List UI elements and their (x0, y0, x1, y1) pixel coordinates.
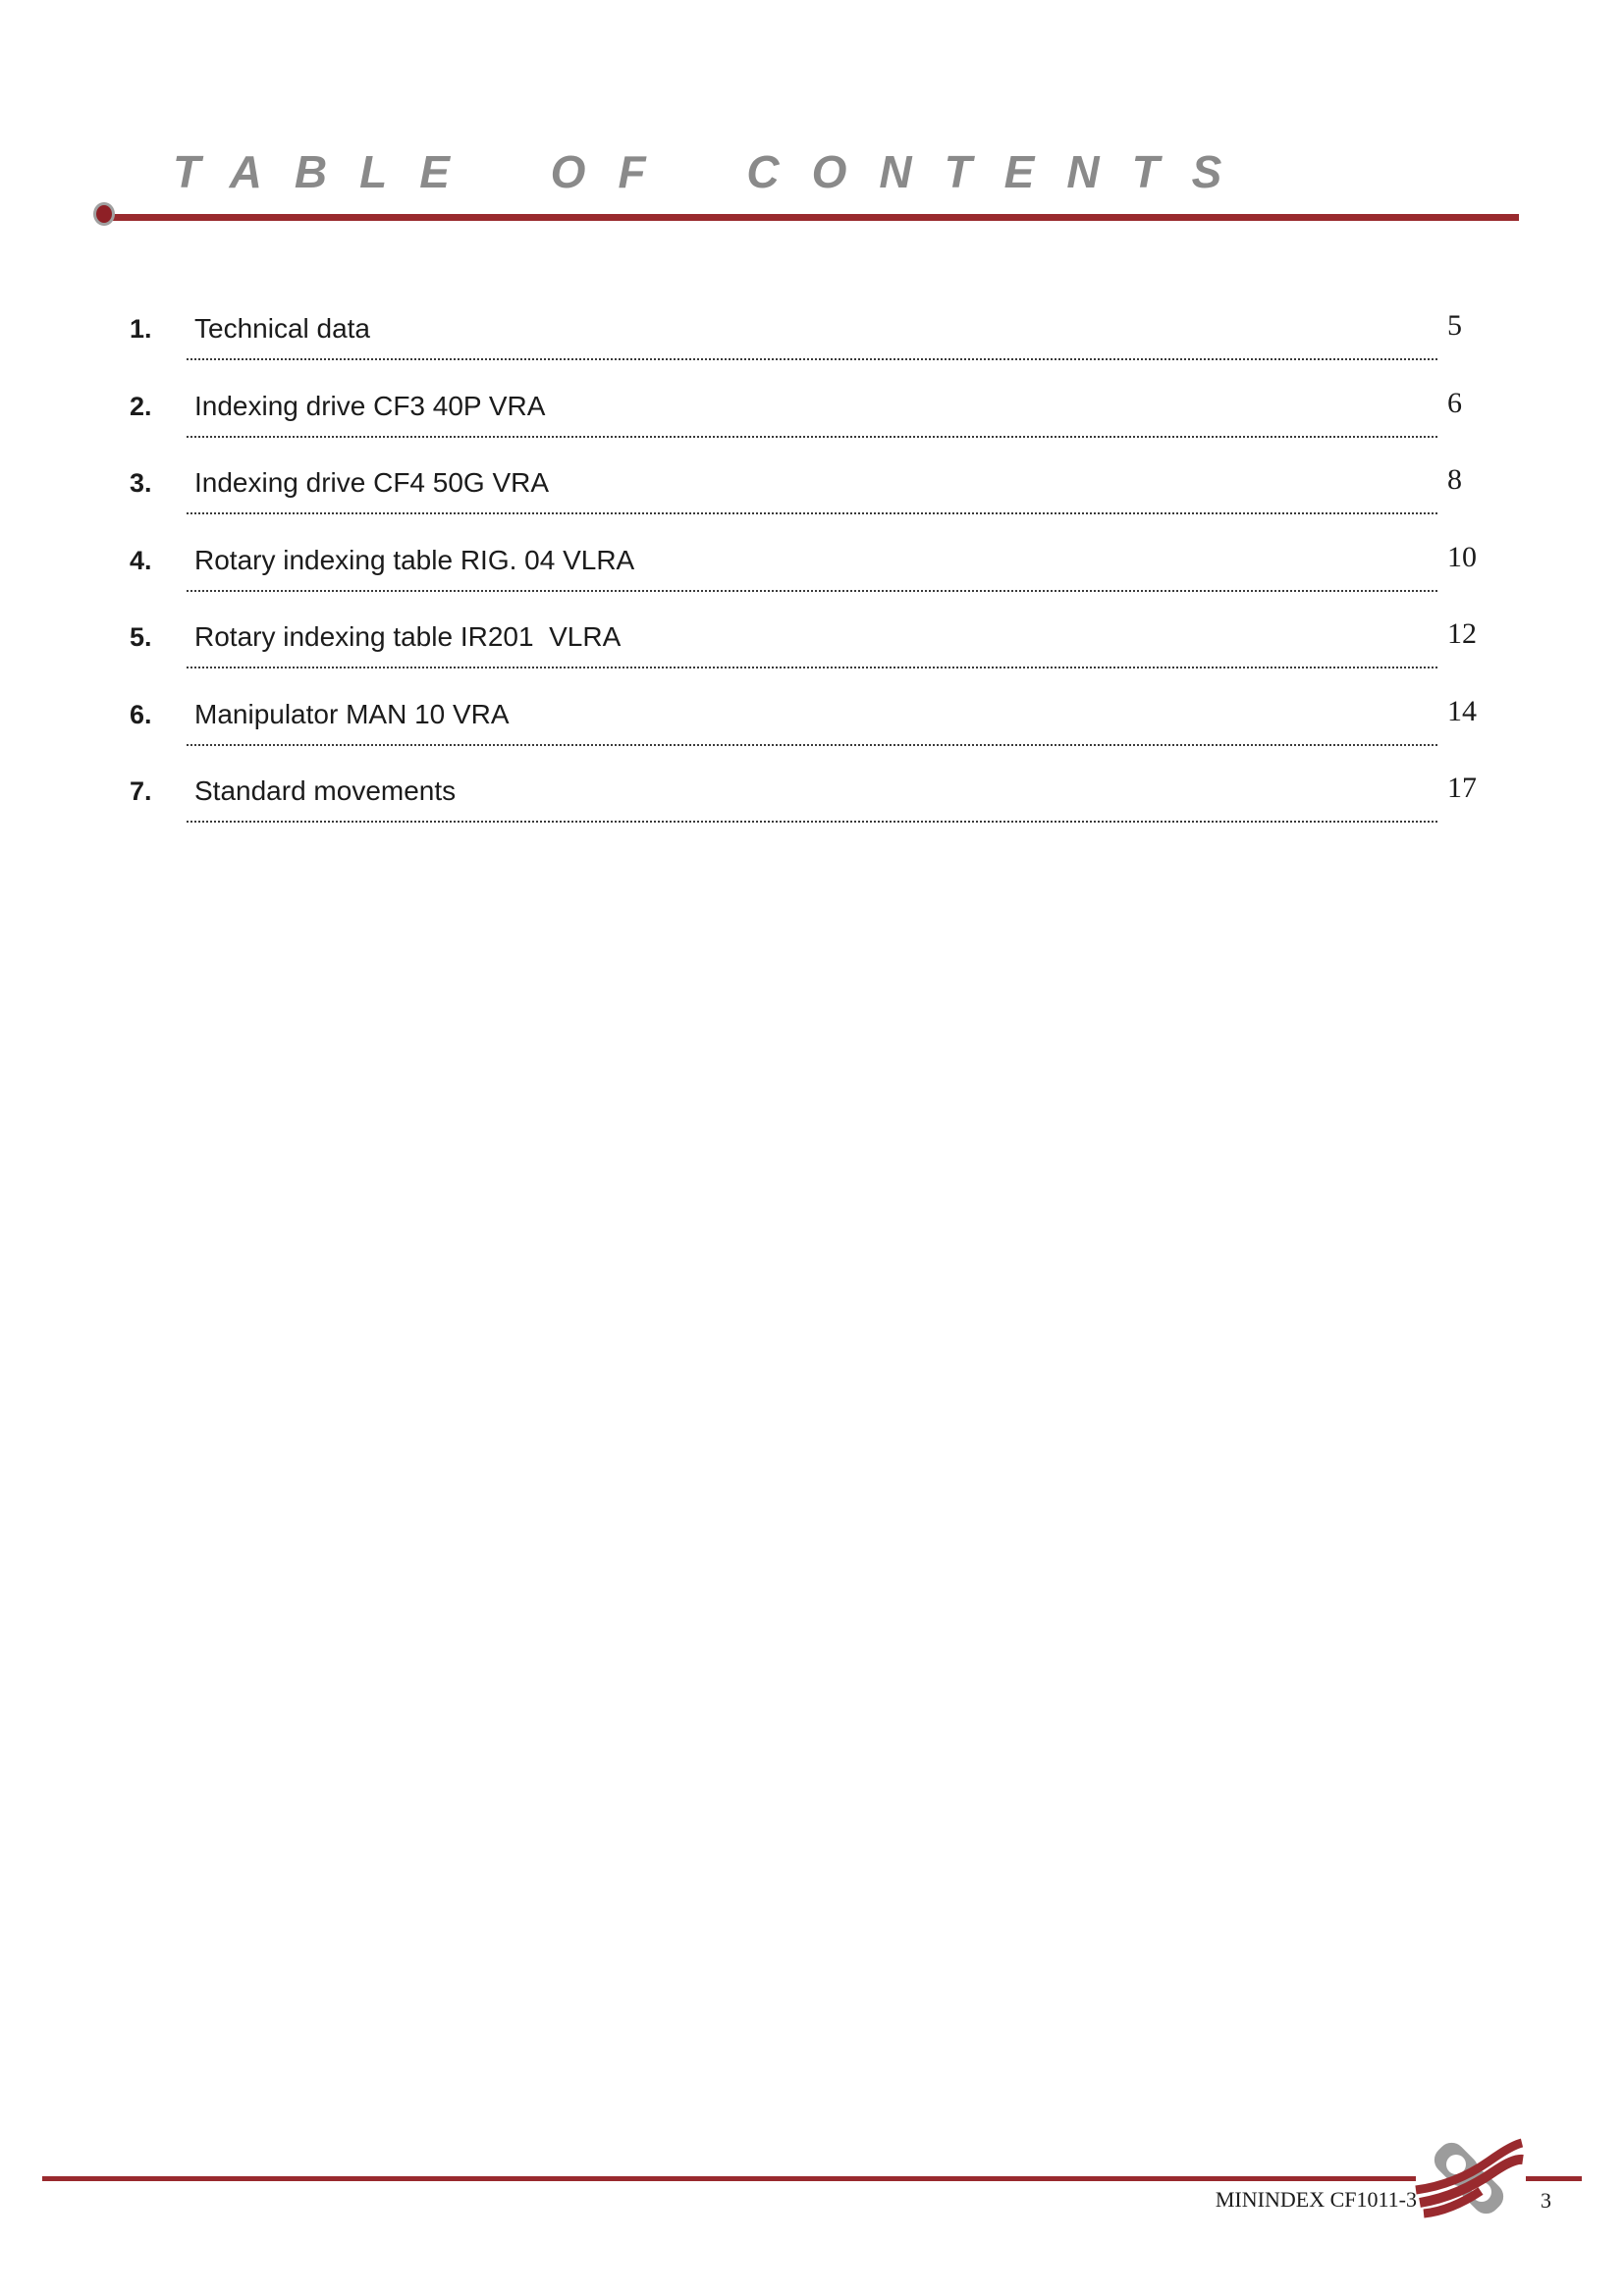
title-underline (108, 214, 1519, 221)
toc-entry-line (130, 467, 1494, 499)
toc-entry-number: 7. (130, 776, 152, 806)
toc-leader-dots (187, 821, 1437, 823)
toc-entry-number: 1. (130, 314, 152, 344)
toc-entry-title: Rotary indexing table RIG. 04 VLRA (194, 544, 635, 575)
toc-entry-line (130, 621, 1494, 653)
toc-row[interactable] (130, 609, 1494, 686)
toc-entry-line (130, 391, 1494, 422)
toc-entry-page: 17 (1447, 772, 1477, 804)
toc-entry-title: Technical data (194, 313, 371, 344)
toc-entry-page: 12 (1447, 617, 1477, 650)
toc-leader-dots (187, 358, 1437, 360)
toc-leader-dots (187, 744, 1437, 746)
toc-row[interactable] (130, 300, 1494, 378)
toc-entry-line (130, 313, 1494, 345)
toc-entry-number: 4. (130, 545, 152, 575)
footer-rule (42, 2176, 1416, 2181)
toc-row[interactable] (130, 686, 1494, 764)
toc-row[interactable] (130, 532, 1494, 610)
toc-leader-dots (187, 512, 1437, 514)
toc-entry-number: 2. (130, 391, 152, 421)
toc-entry-page: 5 (1447, 309, 1462, 342)
table-of-contents (130, 300, 1494, 840)
toc-entry-title: Indexing drive CF4 50G VRA (194, 467, 550, 498)
toc-leader-dots (187, 667, 1437, 668)
footer-rule-short (1526, 2176, 1582, 2181)
toc-leader-dots (187, 590, 1437, 592)
toc-row[interactable] (130, 763, 1494, 840)
page-title: TABLE OF CONTENTS (173, 146, 1255, 197)
toc-entry-number: 6. (130, 699, 152, 729)
toc-entry-page: 10 (1447, 540, 1477, 573)
toc-row[interactable] (130, 454, 1494, 532)
toc-entry-title: Indexing drive CF3 40P VRA (194, 390, 546, 421)
toc-leader-dots (187, 436, 1437, 438)
toc-entry-title: Manipulator MAN 10 VRA (194, 698, 510, 729)
toc-row[interactable] (130, 378, 1494, 455)
toc-entry-line (130, 775, 1494, 807)
footer-page-number: 3 (1541, 2188, 1551, 2213)
toc-entry-page: 8 (1447, 463, 1462, 496)
toc-entry-page: 14 (1447, 694, 1477, 727)
toc-entry-number: 5. (130, 622, 152, 652)
toc-entry-number: 3. (130, 468, 152, 498)
footer-doc-ref: MININDEX CF1011-3 (1215, 2187, 1417, 2212)
company-swoosh-logo-icon (1412, 2138, 1528, 2222)
toc-entry-title: Rotary indexing table IR201 VLRA (194, 621, 622, 652)
toc-entry-line (130, 699, 1494, 730)
title-underline-dot (93, 202, 115, 226)
toc-entry-title: Standard movements (194, 775, 457, 806)
toc-entry-line (130, 545, 1494, 576)
toc-entry-page: 6 (1447, 386, 1462, 419)
